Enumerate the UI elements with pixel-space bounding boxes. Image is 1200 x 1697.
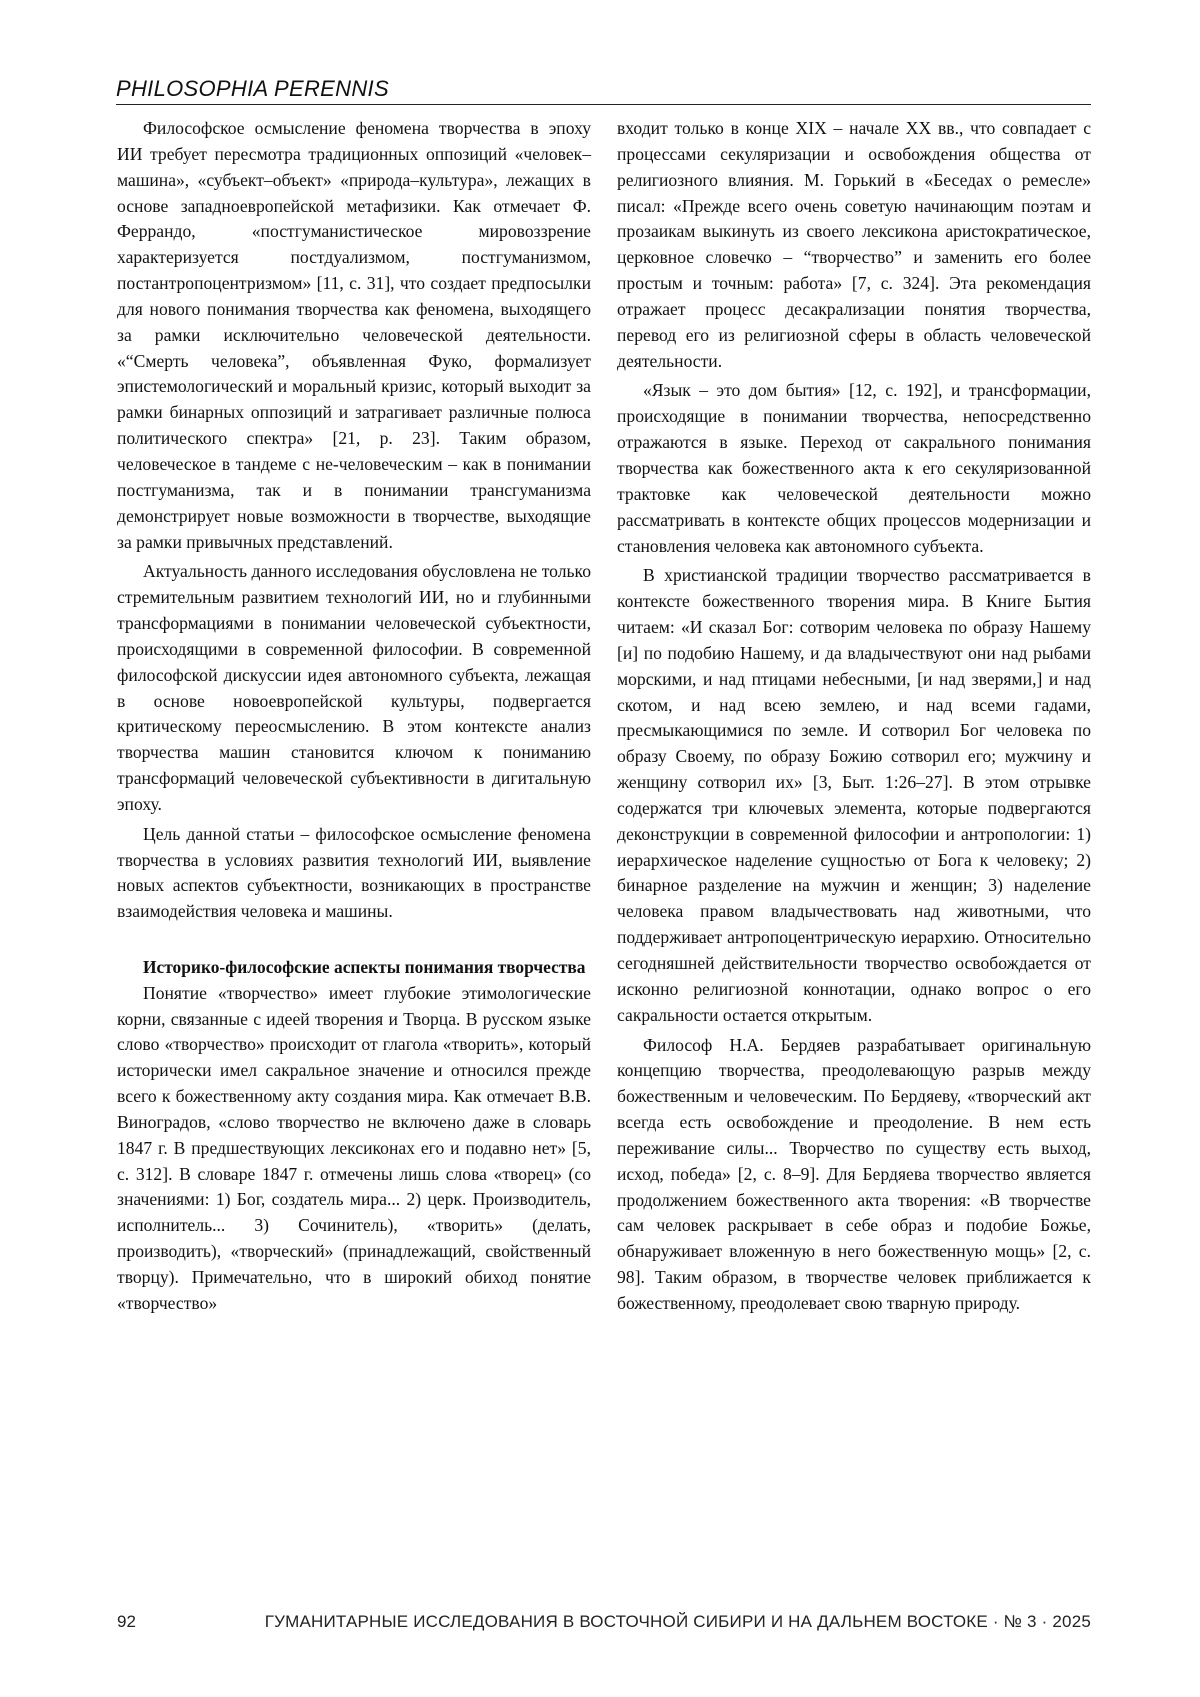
page-number: 92 [117, 1612, 136, 1631]
paragraph: Цель данной статьи – философское осмысление феномена творчества в условиях развития технологий ИИ, выявление новых аспектов субъектности, возникающих в пространстве взаимодействия человека и машины. [117, 823, 591, 922]
left-column [117, 116, 591, 1317]
paragraph: Актуальность данного исследования обусловлена не только стремительным развитием технологий ИИ, но и глубинными трансформациями в понимании человеческой субъектности, происходящими в современной философии. В современной философской дискуссии идея автономного субъекта, лежащая в основе новоевропейской культуры, подвергается критическому переосмыслению. В этом контексте анализ творчества машин становится ключом к пониманию трансформаций человеческой субъективности в дигитальную эпоху. [117, 561, 591, 814]
paragraph: входит только в конце XIX – начале XX вв., что совпадает с процессами секуляризации и освобождения общества от религиозного влияния. М. Горький в «Беседах о ремесле» писал: «Прежде всего очень советую начинающим поэтам и прозаикам выкинуть из своего лексикона аристократическое, церковное словечко – “творчество” и заменить его более простым и точным: работа» [7, с. 324]. Эта рекомендация отражает процесс десакрализации понятия творчества, перевод его из религиозной сферы в область человеческой деятельности. [617, 118, 1091, 371]
paragraph: Философское осмысление феномена творчества в эпоху ИИ требует пересмотра традиционных оппозиций «человек–машина», «субъект–объект» «природа–культура», лежащих в основе западноевропейской метафизики. Как отмечает Ф. Феррандо, «постгуманистическое мировоззрение характеризуется постдуализмом, постгуманизмом, постантропоцентризмом» [11, с. 31], что создает предпосылки для нового понимания творчества как феномена, выходящего за рамки исключительно человеческой деятельности. «“Смерть человека”, объявленная Фуко, формализует эпистемологический и моральный кризис, который выходит за рамки бинарных оппозиций и затрагивает различные полюса политического спектра» [21, p. 23]. Таким образом, человеческое в тандеме с не-человеческим – как в понимании постгуманизма, так и в понимании трансгуманизма демонстрирует новые возможности в творчестве, выходящие за рамки привычных представлений. [117, 118, 591, 552]
paragraph: «Язык – это дом бытия» [12, с. 192], и трансформации, происходящие в понимании творчества, непосредственно отражаются в языке. Переход от сакрального понимания творчества как божественного акта к его секуляризованной трактовке как человеческой деятельности можно рассматривать в контексте общих процессов модернизации и становления человека как автономного субъекта. [617, 380, 1091, 556]
paragraph: Понятие «творчество» имеет глубокие этимологические корни, связанные с идеей творения и Творца. В русском языке слово «творчество» происходит от глагола «творить», который исторически имел сакральное значение и относился прежде всего к божественному акту создания мира. Как отмечает В.В. Виноградов, «слово творчество не включено даже в словарь 1847 г. В предшествующих лексиконах его и подавно нет» [5, с. 312]. В словаре 1847 г. отмечены лишь слова «творец» (со значениями: 1) Бог, создатель мира... 2) церк. Производитель, исполнитель... 3) Сочинитель), «творить» (делать, производить), «творческий» (принадлежащий, свойственный творцу). Примечательно, что в широкий обиход понятие «творчество» [117, 982, 591, 1313]
running-title: PHILOSOPHIA PERENNIS [116, 76, 389, 101]
right-column [617, 116, 1091, 1317]
section-heading: Историко-философские аспекты понимания творчества [143, 957, 586, 978]
paragraph: В христианской традиции творчество рассматривается в контексте божественного творения мира. В Книге Бытия читаем: «И сказал Бог: сотворим человека по образу Нашему [и] по подобию Нашему, и да владычествуют они над рыбами морскими, и над птицами небесными, [и над зверями,] и над скотом, и над всею землею, и над всеми гадами, пресмыкающимися по земле. И сотворил Бог человека по образу Своему, по образу Божию сотворил его; мужчину и женщину сотворил их» [3, Быт. 1:26–27]. В этом отрывке содержатся три ключевых элемента, которые подвергаются деконструкции в современной философии и антропологии: 1) иерархическое наделение сущностью от Бога к человеку; 2) бинарное разделение на мужчин и женщин; 3) наделение человека правом владычествовать над животными, что поддерживает антропоцентрическую иерархию. Относительно сегодняшней действительности творчество освобождается от исконно религиозной коннотации, однако вопрос о его сакральности остается открытым. [617, 565, 1091, 1025]
journal-title: ГУМАНИТАРНЫЕ ИССЛЕДОВАНИЯ В ВОСТОЧНОЙ СИБИРИ И НА ДАЛЬНЕМ ВОСТОКЕ · № 3 · 2025 [264, 1612, 1091, 1631]
paragraph: Философ Н.А. Бердяев разрабатывает оригинальную концепцию творчества, преодолевающую разрыв между божественным и человеческим. По Бердяеву, «творческий акт всегда есть освобождение и преодоление. В нем есть переживание силы... Творчество по существу есть выход, исход, победа» [2, с. 8–9]. Для Бердяева творчество является продолжением божественного акта творения: «В творчестве сам человек раскрывает в себе образ и подобие Божье, обнаруживает вложенную в него божественную мощь» [2, с. 98]. Таким образом, в творчестве человек приближается к божественному, преодолевает свою тварную природу. [617, 1034, 1091, 1313]
header-rule [116, 104, 1091, 105]
